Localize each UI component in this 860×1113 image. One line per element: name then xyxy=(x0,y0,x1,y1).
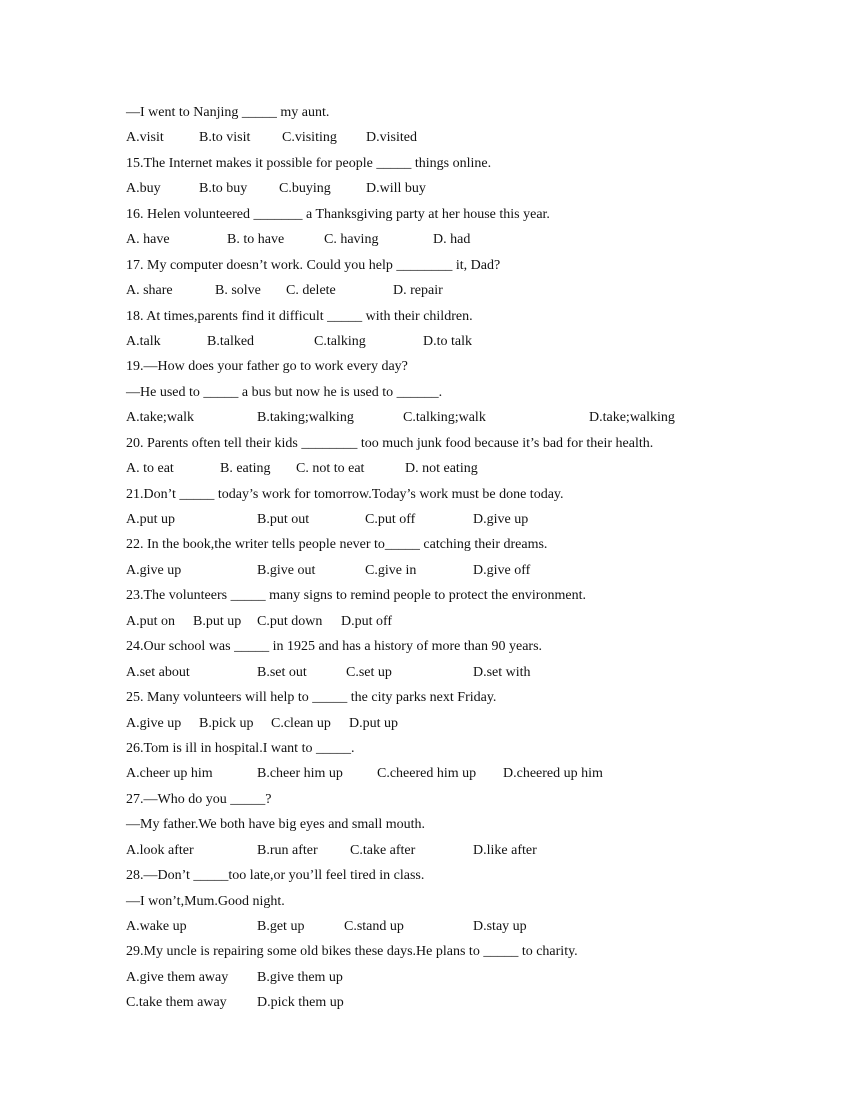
answer-option: A. share xyxy=(126,283,173,299)
answer-option: B.get up xyxy=(257,919,305,934)
answer-option: B.give out xyxy=(257,562,316,578)
answer-option: C.buying xyxy=(279,181,331,197)
answer-option: B.to buy xyxy=(199,181,248,197)
answer-options-line xyxy=(126,558,860,583)
answer-option: D.visited xyxy=(366,130,417,146)
answer-options-line xyxy=(126,405,860,430)
question-line: 16. Helen volunteered _______ a Thanksgiving party at her house this year. xyxy=(126,206,550,222)
answer-options-line xyxy=(126,227,860,252)
answer-option: C.take them away xyxy=(126,995,227,1011)
answer-option: B.talked xyxy=(207,333,255,349)
answer-option: B. to have xyxy=(227,232,285,248)
answer-option: C.stand up xyxy=(344,919,404,934)
answer-option: D.give off xyxy=(473,562,531,578)
answer-option: D.pick them up xyxy=(257,995,344,1011)
answer-option: C.clean up xyxy=(271,715,331,731)
answer-option: C.talking;walk xyxy=(403,410,486,426)
answer-option: B.put out xyxy=(257,512,310,527)
answer-options-line xyxy=(126,838,860,863)
question-line: 22. In the book,the writer tells people never to_____ catching their dreams. xyxy=(126,537,548,553)
answer-option: A.cheer up him xyxy=(126,766,213,782)
answer-option: B.give them up xyxy=(257,969,343,985)
answer-option: A.wake up xyxy=(126,919,187,934)
answer-options-line xyxy=(126,507,860,532)
answer-option: C. delete xyxy=(286,283,336,299)
question-line: 25. Many volunteers will help to _____ the city parks next Friday. xyxy=(126,690,497,706)
answer-option: D.set with xyxy=(473,664,531,680)
answer-option: B.to visit xyxy=(199,130,251,146)
question-line: 24.Our school was _____ in 1925 and has a history of more than 90 years. xyxy=(126,639,543,655)
answer-option: B.taking;walking xyxy=(257,410,354,426)
answer-options-line xyxy=(126,329,860,354)
answer-option: C.set up xyxy=(346,664,392,680)
answer-option: B.cheer him up xyxy=(257,766,343,782)
answer-option: A.set about xyxy=(126,664,190,680)
question-line: 20. Parents often tell their kids ________ too much junk food because it’s bad for their health. xyxy=(126,435,654,451)
answer-option: A.talk xyxy=(126,333,161,349)
answer-option: D.like after xyxy=(473,842,537,858)
answer-option: B. solve xyxy=(215,283,261,299)
answer-options-line xyxy=(126,609,860,634)
answer-option: D.give up xyxy=(473,512,529,527)
answer-options-line xyxy=(126,965,860,990)
answer-option: B.run after xyxy=(257,842,318,858)
question-line: 21.Don’t _____ today’s work for tomorrow.Today’s work must be done today. xyxy=(126,486,564,502)
answer-option: A.put on xyxy=(126,613,175,629)
answer-option: A.take;walk xyxy=(126,410,195,426)
answer-option: A.look after xyxy=(126,842,194,858)
answer-option: C.give in xyxy=(365,562,417,578)
answer-option: B. eating xyxy=(220,461,271,477)
question-line: 19.—How does your father go to work every day? xyxy=(126,359,408,375)
question-line: —He used to _____ a bus but now he is used to ______. xyxy=(126,384,443,400)
answer-option: C. having xyxy=(324,232,379,248)
answer-option: D.cheered up him xyxy=(503,766,603,782)
answer-options-line xyxy=(126,711,860,736)
answer-option: D.put off xyxy=(341,613,393,629)
question-line: 29.My uncle is repairing some old bikes these days.He plans to _____ to charity. xyxy=(126,944,578,960)
question-line: 27.—Who do you _____? xyxy=(126,791,272,807)
answer-option: B.pick up xyxy=(199,715,254,731)
answer-option: C.put down xyxy=(257,613,323,629)
answer-options-line xyxy=(126,125,860,150)
answer-option: D.stay up xyxy=(473,919,527,934)
answer-option: D.to talk xyxy=(423,333,472,349)
answer-options-line xyxy=(126,278,860,303)
answer-option: A.give up xyxy=(126,562,182,578)
question-line: 28.—Don’t _____too late,or you’ll feel tired in class. xyxy=(126,868,425,884)
question-line: 18. At times,parents find it difficult _____ with their children. xyxy=(126,308,473,324)
answer-option: D. repair xyxy=(393,283,443,299)
answer-option: A.put up xyxy=(126,512,175,527)
answer-option: D.take;walking xyxy=(589,410,675,426)
question-line: —I won’t,Mum.Good night. xyxy=(126,893,285,909)
answer-option: A.visit xyxy=(126,130,164,146)
answer-option: D.will buy xyxy=(366,181,426,197)
answer-option: B.set out xyxy=(257,664,307,680)
question-line: 23.The volunteers _____ many signs to remind people to protect the environment. xyxy=(126,588,586,604)
answer-option: C.put off xyxy=(365,512,416,527)
answer-options-line xyxy=(126,456,860,481)
answer-option: A.give them away xyxy=(126,969,229,985)
answer-option: C.cheered him up xyxy=(377,766,477,782)
answer-option: A.buy xyxy=(126,181,161,197)
answer-option: A. have xyxy=(126,232,170,248)
answer-options-line xyxy=(126,660,860,685)
answer-option: C. not to eat xyxy=(296,461,365,477)
answer-option: A.give up xyxy=(126,715,182,731)
answer-option: C.take after xyxy=(350,842,416,858)
answer-option: D. not eating xyxy=(405,461,478,477)
question-line: 26.Tom is ill in hospital.I want to _____. xyxy=(126,740,355,756)
answer-option: A. to eat xyxy=(126,461,174,477)
question-line: 15.The Internet makes it possible for people _____ things online. xyxy=(126,155,492,171)
answer-option: B.put up xyxy=(193,613,242,629)
answer-option: C.visiting xyxy=(282,130,337,146)
answer-option: D.put up xyxy=(349,715,398,731)
question-line: —My father.We both have big eyes and small mouth. xyxy=(126,817,426,833)
answer-options-line xyxy=(126,990,860,1015)
answer-options-line xyxy=(126,761,860,786)
question-line: 17. My computer doesn’t work. Could you help ________ it, Dad? xyxy=(126,257,501,273)
question-line: —I went to Nanjing _____ my aunt. xyxy=(126,105,330,120)
answer-option: C.talking xyxy=(314,333,366,349)
answer-option: D. had xyxy=(433,232,471,248)
answer-options-line xyxy=(126,176,860,201)
answer-options-line xyxy=(126,914,860,939)
